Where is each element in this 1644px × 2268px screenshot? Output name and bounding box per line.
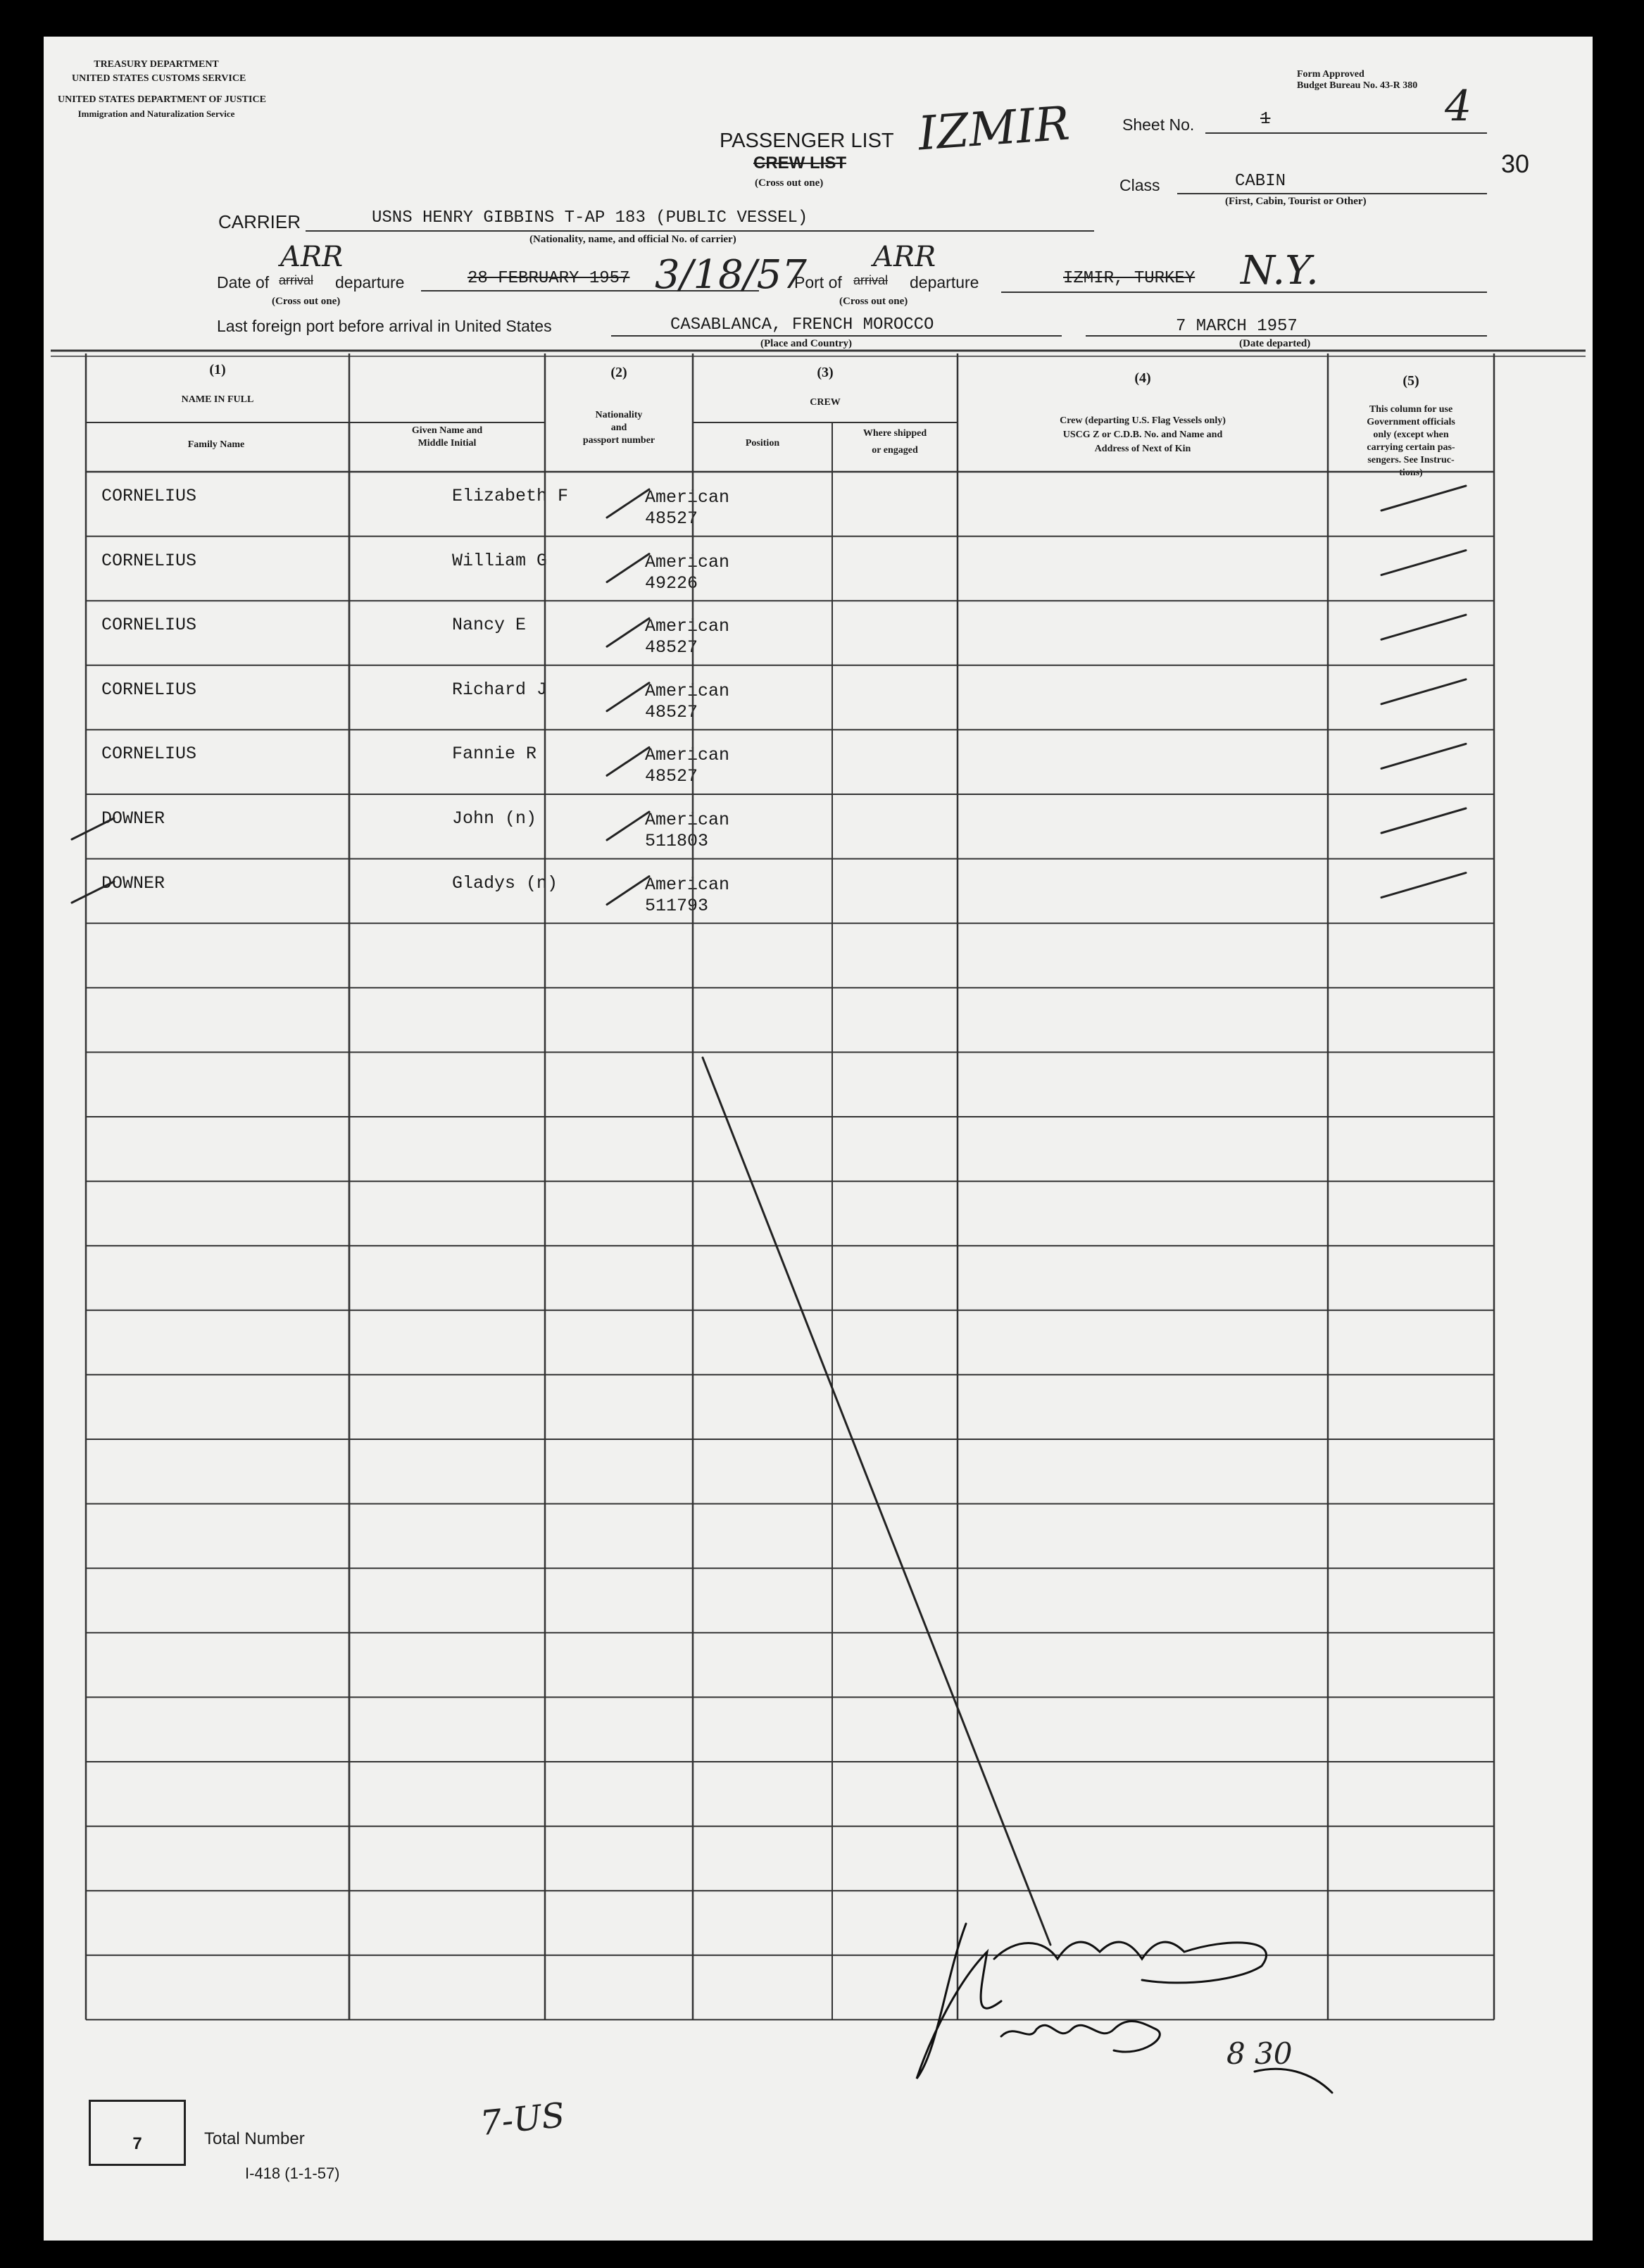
passenger-nationality: American: [645, 551, 730, 572]
form-number: I-418 (1-1-57): [245, 2164, 340, 2182]
agency-line-1: TREASURY DEPARTMENT: [94, 59, 219, 70]
col5-line-6: tions): [1399, 468, 1423, 478]
date-departed-note: (Date departed): [1239, 338, 1311, 349]
date-struck: arrival: [279, 273, 314, 287]
cross-out-note: (Cross out one): [755, 177, 824, 189]
passenger-family-name: DOWNER: [101, 872, 165, 894]
sheet-struck: 1: [1260, 110, 1271, 129]
pen-check-mark: [607, 554, 649, 582]
col1-title: NAME IN FULL: [181, 394, 254, 405]
col5-line-5: sengers. See Instruc-: [1367, 455, 1455, 465]
passenger-given-name: Richard J: [452, 679, 548, 700]
handwritten-time: 8 30: [1226, 2036, 1293, 2071]
pen-mark: [703, 1058, 1050, 1945]
pen-check-mark: [1381, 744, 1466, 768]
passenger-nationality: American: [645, 487, 730, 508]
passenger-given-name: William G: [452, 550, 548, 571]
passenger-passport-number: 48527: [645, 766, 698, 787]
col1-number: (1): [209, 362, 226, 377]
passenger-nationality: American: [645, 616, 730, 637]
last-port-label: Last foreign port before arrival in United States: [217, 317, 552, 335]
passenger-given-name: Elizabeth F: [452, 486, 569, 506]
passenger-family-name: CORNELIUS: [101, 744, 197, 765]
form-title: PASSENGER LIST: [720, 130, 894, 152]
date-handwritten: ARR: [280, 241, 344, 273]
passenger-given-name: Gladys (n): [452, 872, 558, 894]
passenger-family-name: CORNELIUS: [101, 486, 197, 506]
approval-line-1: Form Approved: [1297, 69, 1364, 80]
pen-check-mark: [1381, 873, 1466, 898]
date-label-pre: Date of: [217, 273, 270, 292]
col3-number: (3): [817, 365, 834, 380]
pen-check-mark: [1381, 679, 1466, 704]
page-number: 30: [1501, 149, 1530, 178]
col2-line-2: and: [610, 422, 627, 433]
pen-check-mark: [607, 618, 649, 646]
total-number-label: Total Number: [204, 2129, 305, 2148]
pen-check-mark: [607, 812, 649, 840]
carrier-value: USNS HENRY GIBBINS T-AP 183 (PUBLIC VESSEL): [372, 208, 808, 227]
pen-check-mark: [1381, 615, 1466, 639]
passenger-nationality: American: [645, 874, 730, 895]
pen-check-mark: [607, 877, 649, 905]
passenger-list-form: [44, 37, 1593, 2241]
position-header: Position: [745, 438, 780, 449]
passenger-passport-number: 48527: [645, 701, 698, 722]
passenger-passport-number: 511793: [645, 895, 709, 916]
last-port-value: CASABLANCA, FRENCH MOROCCO: [670, 315, 934, 334]
date-label-post: departure: [335, 273, 405, 292]
passenger-passport-number: 48527: [645, 508, 698, 529]
port-label-pre: Port of: [794, 273, 842, 292]
col4-line-1: Crew (departing U.S. Flag Vessels only): [1060, 415, 1226, 426]
passenger-nationality: American: [645, 810, 730, 830]
col4-line-3: Address of Next of Kin: [1094, 444, 1191, 454]
col5-line-4: carrying certain pas-: [1367, 442, 1455, 453]
pen-check-mark: [607, 489, 649, 518]
carrier-label: CARRIER: [218, 211, 301, 232]
last-port-note: (Place and Country): [760, 338, 852, 349]
family-name-header: Family Name: [187, 439, 245, 450]
handwritten-note: 7-US: [478, 2095, 567, 2144]
passenger-family-name: CORNELIUS: [101, 615, 197, 636]
agency-line-2: UNITED STATES CUSTOMS SERVICE: [72, 73, 246, 84]
pen-check-mark: [607, 683, 649, 711]
passenger-passport-number: 49226: [645, 572, 698, 594]
col4-line-2: USCG Z or C.D.B. No. and Name and: [1062, 430, 1223, 440]
port-struck: arrival: [853, 273, 889, 287]
pen-check-mark: [1381, 486, 1466, 510]
col5-line-1: This column for use: [1369, 404, 1453, 415]
total-number-box: [89, 2100, 186, 2166]
class-note: (First, Cabin, Tourist or Other): [1225, 196, 1367, 207]
pen-check-mark: [1381, 551, 1466, 575]
port-cross-out-note: (Cross out one): [839, 296, 908, 307]
passenger-family-name: CORNELIUS: [101, 679, 197, 700]
col2-line-1: Nationality: [595, 410, 643, 420]
where-shipped-header-line-2: or engaged: [872, 445, 918, 456]
passenger-passport-number: 48527: [645, 637, 698, 658]
sheet-label: Sheet No.: [1122, 115, 1195, 134]
handwritten-port: IZMIR: [916, 96, 1072, 161]
port-handwritten: ARR: [873, 241, 936, 273]
given-name-header-line-2: Middle Initial: [418, 438, 477, 449]
col2-line-3: passport number: [582, 435, 655, 446]
where-shipped-header-line-1: Where shipped: [862, 428, 927, 439]
approval-line-2: Budget Bureau No. 43-R 380: [1297, 80, 1418, 91]
agency-line-3: UNITED STATES DEPARTMENT OF JUSTICE: [58, 94, 266, 105]
pen-check-mark: [607, 747, 649, 775]
port-value-struck: IZMIR, TURKEY: [1063, 269, 1196, 288]
col4-number: (4): [1134, 370, 1151, 386]
port-label-post: departure: [910, 273, 979, 292]
carrier-note: (Nationality, name, and official No. of carrier): [529, 234, 736, 245]
passenger-family-name: CORNELIUS: [101, 550, 197, 571]
col3-title: CREW: [810, 397, 841, 408]
class-value: CABIN: [1235, 172, 1286, 191]
date-handwritten-value: 3/18/57: [655, 252, 807, 298]
sheet-handwritten: 4: [1445, 82, 1472, 131]
class-label: Class: [1119, 176, 1160, 194]
total-count: 7: [132, 2134, 142, 2153]
port-handwritten-value: N.Y.: [1241, 248, 1319, 294]
given-name-header-line-1: Given Name and: [411, 425, 483, 436]
passenger-passport-number: 511803: [645, 831, 709, 851]
passenger-family-name: DOWNER: [101, 808, 165, 829]
passenger-nationality: American: [645, 745, 730, 766]
passenger-given-name: John (n): [452, 808, 537, 829]
pen-check-mark: [1381, 808, 1466, 833]
date-cross-out-note: (Cross out one): [272, 296, 341, 307]
col5-number: (5): [1403, 373, 1419, 389]
col2-number: (2): [610, 365, 627, 380]
date-value-struck: 28 FEBRUARY 1957: [468, 269, 630, 288]
form-title-struck: CREW LIST: [753, 154, 846, 173]
passenger-given-name: Nancy E: [452, 615, 527, 636]
agency-line-4: Immigration and Naturalization Service: [77, 108, 235, 119]
passenger-given-name: Fannie R: [452, 744, 537, 765]
col5-line-2: Government officials: [1367, 417, 1455, 427]
col5-line-3: only (except when: [1373, 430, 1449, 440]
date-departed-value: 7 MARCH 1957: [1176, 317, 1298, 336]
passenger-nationality: American: [645, 680, 730, 701]
